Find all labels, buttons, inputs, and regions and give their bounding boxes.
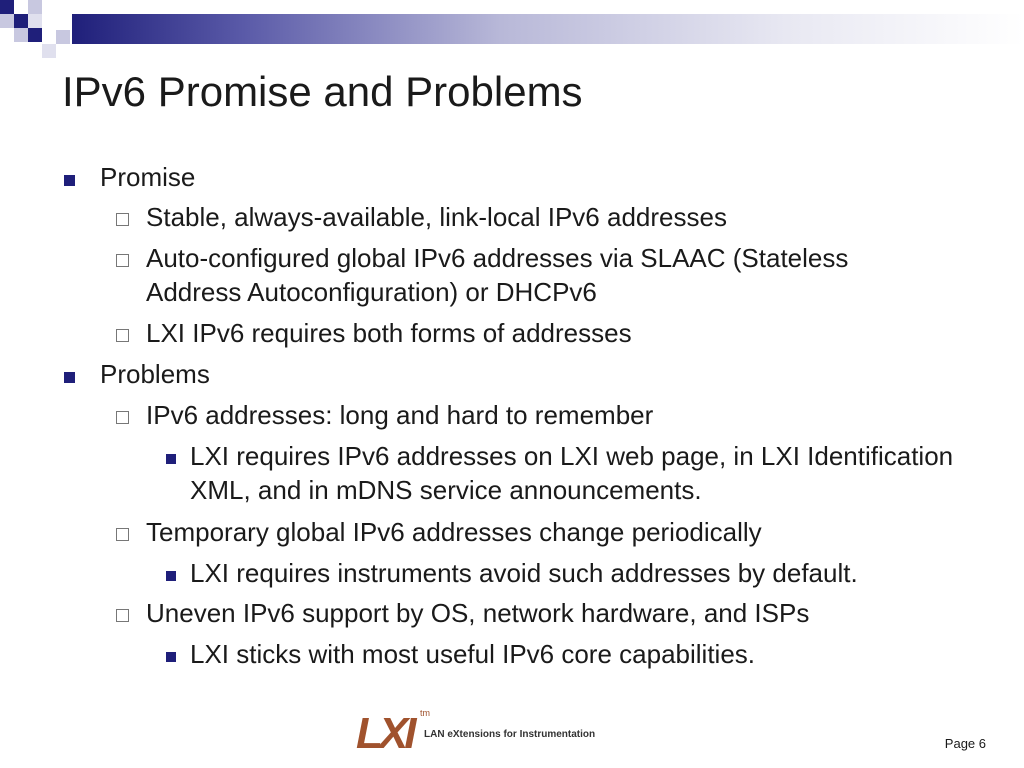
bullet-item: Promise xyxy=(100,162,196,192)
bullet-item: Stable, always-available, link-local IPv6 addresses xyxy=(146,202,727,232)
bullet-item: LXI sticks with most useful IPv6 core capabilities. xyxy=(190,639,756,669)
decor-square xyxy=(14,28,28,42)
bullet-item: LXI IPv6 requires both forms of addresses xyxy=(146,318,632,348)
lxi-logo-text: LXI xyxy=(356,709,413,756)
hollow-square-bullet-icon xyxy=(116,254,129,267)
slide-title: IPv6 Promise and Problems xyxy=(62,68,583,115)
decor-square xyxy=(14,14,28,28)
square-bullet-icon xyxy=(166,652,176,662)
hollow-square-bullet-icon xyxy=(116,609,129,622)
decor-square xyxy=(28,0,42,14)
bullet-item: Temporary global IPv6 addresses change periodically xyxy=(146,517,762,547)
bullet-item: IPv6 addresses: long and hard to remember xyxy=(146,400,654,430)
square-bullet-icon xyxy=(166,571,176,581)
square-bullet-icon xyxy=(166,454,176,464)
page-number: Page 6 xyxy=(944,736,986,751)
decor-square xyxy=(42,44,56,58)
decor-square xyxy=(56,30,70,44)
decor-square xyxy=(14,0,28,14)
square-bullet-icon xyxy=(64,372,75,383)
decor-square xyxy=(28,14,42,28)
hollow-square-bullet-icon xyxy=(116,528,129,541)
bullet-item: LXI requires IPv6 addresses on LXI web page, in LXI Identification XML, and in mDNS service announcements. xyxy=(190,441,954,505)
lxi-logo-tm: tm xyxy=(420,708,430,718)
lxi-logo xyxy=(356,708,626,761)
decor-square xyxy=(0,14,14,28)
bullet-item: Problems xyxy=(100,359,210,389)
decor-square xyxy=(28,28,42,42)
bullet-item: Uneven IPv6 support by OS, network hardware, and ISPs xyxy=(146,598,810,628)
hollow-square-bullet-icon xyxy=(116,213,129,226)
lxi-tagline: LAN eXtensions for Instrumentation xyxy=(424,729,596,740)
hollow-square-bullet-icon xyxy=(116,329,129,342)
bullet-item: LXI requires instruments avoid such addresses by default. xyxy=(190,558,858,588)
square-bullet-icon xyxy=(64,175,75,186)
bullet-item: Auto-configured global IPv6 addresses via SLAAC (Stateless Address Autoconfiguration) or DHCPv6 xyxy=(146,243,849,307)
header-gradient-bar xyxy=(72,14,1024,44)
lxi-logo-icon xyxy=(356,708,626,756)
hollow-square-bullet-icon xyxy=(116,411,129,424)
decor-square xyxy=(0,0,14,14)
